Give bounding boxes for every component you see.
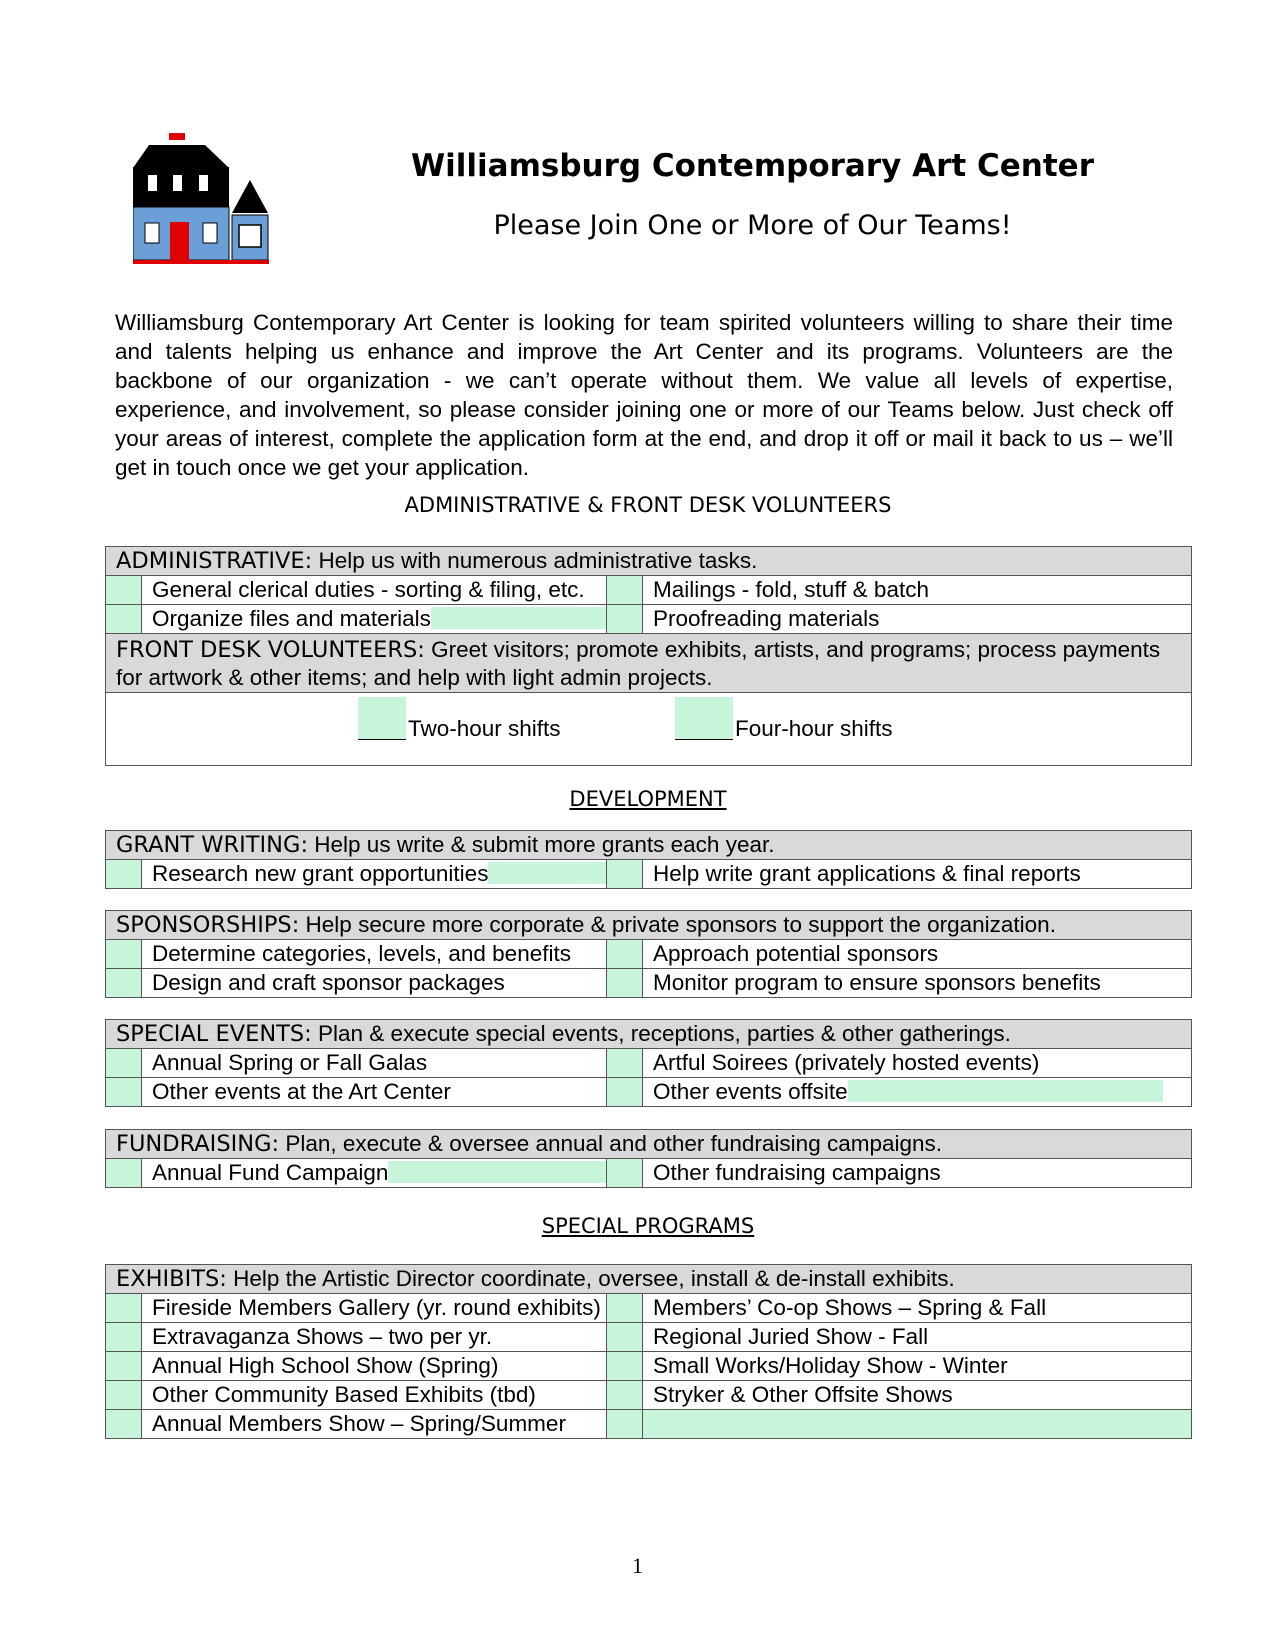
fundraising-table xyxy=(105,1129,1192,1188)
grant-writing-table xyxy=(105,830,1192,889)
option-label: Other events offsite xyxy=(653,1079,848,1104)
option-cell xyxy=(142,860,607,889)
checkbox[interactable] xyxy=(106,1049,142,1078)
checkbox[interactable] xyxy=(675,697,733,740)
exhibits-desc: Help the Artistic Director coordinate, oversee, install & de-install exhibits. xyxy=(226,1266,955,1291)
option-label: Help write grant applications & final reports xyxy=(643,860,1192,889)
admin-team-desc: Help us with numerous administrative tasks. xyxy=(312,548,758,573)
grant-writing-name: GRANT WRITING: xyxy=(116,832,309,858)
checkbox[interactable] xyxy=(106,576,142,605)
checkbox[interactable] xyxy=(607,1078,643,1107)
option-label: Annual Spring or Fall Galas xyxy=(142,1049,607,1078)
exhibits-table xyxy=(105,1264,1192,1439)
checkbox[interactable] xyxy=(607,1410,643,1439)
front-desk-team-name: FRONT DESK VOLUNTEERS: xyxy=(116,637,425,663)
admin-team-header xyxy=(106,547,1192,576)
special-events-table xyxy=(105,1019,1192,1107)
sponsorships-header xyxy=(106,911,1192,940)
admin-table xyxy=(105,546,1192,766)
checkbox[interactable] xyxy=(106,1381,142,1410)
option-label: Annual Fund Campaign xyxy=(152,1160,389,1185)
two-hour-label: Two-hour shifts xyxy=(408,716,561,741)
option-label: Proofreading materials xyxy=(643,605,1192,634)
checkbox[interactable] xyxy=(607,576,643,605)
special-events-name: SPECIAL EVENTS: xyxy=(116,1021,312,1047)
grant-writing-header xyxy=(106,831,1192,860)
section-header-development: DEVELOPMENT xyxy=(569,787,727,811)
option-cell xyxy=(142,605,607,634)
checkbox[interactable] xyxy=(607,969,643,998)
option-label: Monitor program to ensure sponsors benefits xyxy=(643,969,1192,998)
checkbox[interactable] xyxy=(106,860,142,889)
page-title: Williamsburg Contemporary Art Center xyxy=(410,148,1094,184)
option-cell xyxy=(643,1078,1192,1107)
checkbox[interactable] xyxy=(607,1323,643,1352)
front-desk-team-header xyxy=(106,634,1192,693)
option-label: Mailings - fold, stuff & batch xyxy=(643,576,1192,605)
sponsorships-name: SPONSORSHIPS: xyxy=(116,912,300,938)
special-events-desc: Plan & execute special events, receptions, parties & other gatherings. xyxy=(311,1021,1011,1046)
checkbox[interactable] xyxy=(106,605,142,634)
option-label: Extravaganza Shows – two per yr. xyxy=(142,1323,607,1352)
fundraising-header xyxy=(106,1130,1192,1159)
checkbox[interactable] xyxy=(106,1078,142,1107)
fundraising-desc: Plan, execute & oversee annual and other fundraising campaigns. xyxy=(279,1131,943,1156)
grant-writing-desc: Help us write & submit more grants each year. xyxy=(308,832,775,857)
option-label: Artful Soirees (privately hosted events) xyxy=(643,1049,1192,1078)
front-desk-team-desc: Greet visitors; promote exhibits, artists, and programs; process payments for artwork & other items; and help with light admin projects. xyxy=(116,637,1161,690)
checkbox[interactable] xyxy=(106,1323,142,1352)
house-icon xyxy=(133,133,273,268)
highlight-field[interactable] xyxy=(488,862,606,884)
checkbox[interactable] xyxy=(106,940,142,969)
option-label: Determine categories, levels, and benefits xyxy=(142,940,607,969)
highlight-field[interactable] xyxy=(388,1161,606,1183)
page-number: 1 xyxy=(632,1553,643,1578)
checkbox[interactable] xyxy=(106,969,142,998)
option-label: Annual Members Show – Spring/Summer xyxy=(142,1410,607,1439)
option-label: Annual High School Show (Spring) xyxy=(142,1352,607,1381)
checkbox[interactable] xyxy=(607,1294,643,1323)
page-subtitle: Please Join One or More of Our Teams! xyxy=(493,210,1012,241)
checkbox[interactable] xyxy=(607,940,643,969)
logo xyxy=(133,133,273,273)
option-label: Research new grant opportunities xyxy=(152,861,489,886)
exhibits-name: EXHIBITS: xyxy=(116,1266,227,1292)
option-label: Members’ Co-op Shows – Spring & Fall xyxy=(643,1294,1192,1323)
option-cell xyxy=(142,1159,607,1188)
checkbox[interactable] xyxy=(607,1049,643,1078)
fundraising-name: FUNDRAISING: xyxy=(116,1131,280,1157)
sponsorships-table xyxy=(105,910,1192,998)
option-label: Stryker & Other Offsite Shows xyxy=(643,1381,1192,1410)
checkbox[interactable] xyxy=(607,605,643,634)
checkbox[interactable] xyxy=(607,1352,643,1381)
checkbox[interactable] xyxy=(106,1352,142,1381)
special-events-header xyxy=(106,1020,1192,1049)
checkbox[interactable] xyxy=(358,697,406,740)
blank-option-field[interactable] xyxy=(643,1410,1192,1439)
option-label: Small Works/Holiday Show - Winter xyxy=(643,1352,1192,1381)
intro-paragraph: Williamsburg Contemporary Art Center is looking for team spirited volunteers willing to share their time and talents helping us enhance and improve the Art Center and its programs. Volunteers are the backbone of our organization - we can’t operate without them. We value all levels of expertise, experience, and involvement, so please consider joining one or more of our Teams below. Just check off your areas of interest, complete the application form at the end, and drop it off or mail it back to us – we’ll get in touch once we get your application. xyxy=(115,310,1173,480)
option-label: General clerical duties - sorting & filing, etc. xyxy=(142,576,607,605)
checkbox[interactable] xyxy=(607,1159,643,1188)
option-label: Organize files and materials xyxy=(152,606,431,631)
section-header-admin: ADMINISTRATIVE & FRONT DESK VOLUNTEERS xyxy=(404,493,892,517)
option-label: Approach potential sponsors xyxy=(643,940,1192,969)
checkbox[interactable] xyxy=(607,860,643,889)
exhibits-header xyxy=(106,1265,1192,1294)
shift-options xyxy=(106,693,1192,766)
sponsorships-desc: Help secure more corporate & private sponsors to support the organization. xyxy=(299,912,1056,937)
option-label: Design and craft sponsor packages xyxy=(142,969,607,998)
highlight-field[interactable] xyxy=(431,607,607,629)
option-label: Other events at the Art Center xyxy=(142,1078,607,1107)
four-hour-label: Four-hour shifts xyxy=(735,716,893,741)
checkbox[interactable] xyxy=(607,1381,643,1410)
option-label: Regional Juried Show - Fall xyxy=(643,1323,1192,1352)
admin-team-name: ADMINISTRATIVE: xyxy=(116,548,313,574)
section-header-special-programs: SPECIAL PROGRAMS xyxy=(541,1214,755,1238)
option-label: Other fundraising campaigns xyxy=(643,1159,1192,1188)
checkbox[interactable] xyxy=(106,1159,142,1188)
checkbox[interactable] xyxy=(106,1294,142,1323)
option-label: Fireside Members Gallery (yr. round exhibits) xyxy=(142,1294,607,1323)
option-label: Other Community Based Exhibits (tbd) xyxy=(142,1381,607,1410)
highlight-field[interactable] xyxy=(848,1080,1163,1102)
checkbox[interactable] xyxy=(106,1410,142,1439)
